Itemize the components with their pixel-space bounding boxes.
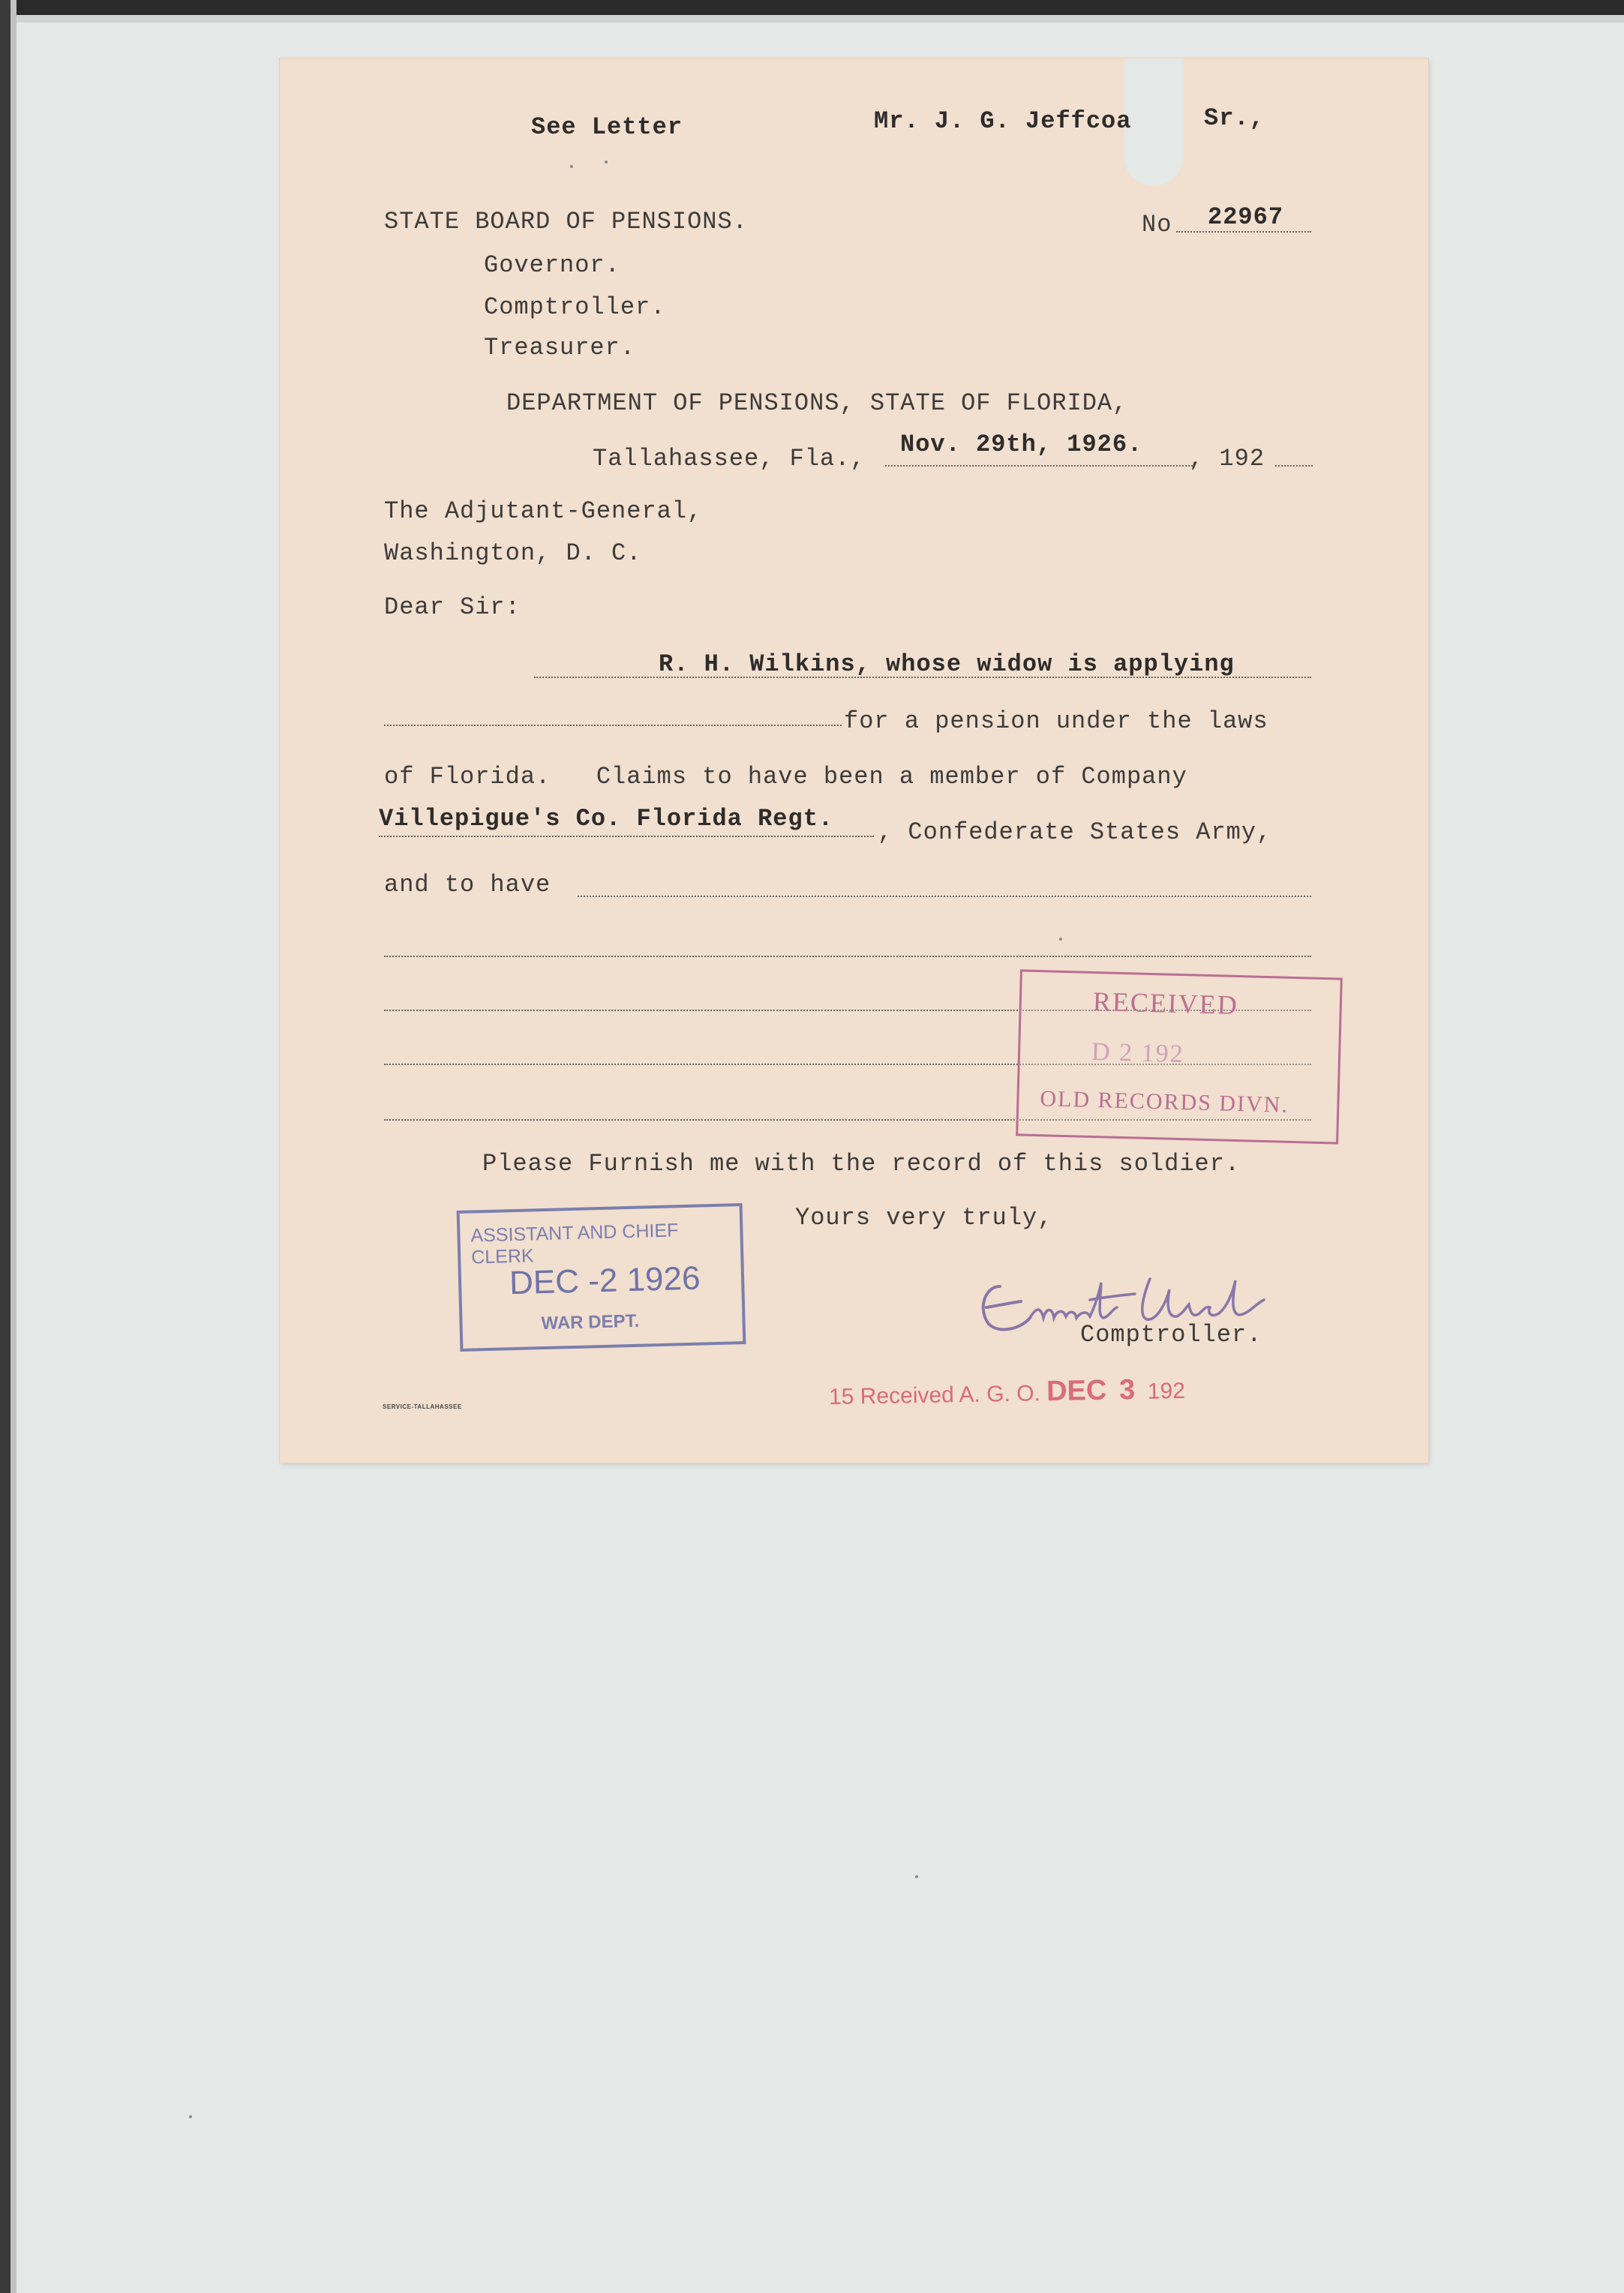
addressee-suffix: Sr.,: [1204, 104, 1265, 132]
number-value: 22967: [1208, 203, 1284, 231]
received-stamp-division: OLD RECORDS DIVN.: [1040, 1086, 1289, 1118]
signer-title: Comptroller.: [1080, 1321, 1262, 1349]
year-prefix: , 192: [1189, 445, 1265, 473]
recipient-line-1: The Adjutant-General,: [384, 497, 703, 525]
scan-frame-top: [0, 0, 1624, 15]
board-member-comptroller: Comptroller.: [484, 293, 666, 321]
ago-stamp-day: 3: [1118, 1374, 1136, 1406]
received-stamp-date: D 2 192: [1091, 1037, 1185, 1069]
see-letter-note: See Letter: [531, 113, 683, 141]
board-member-governor: Governor.: [484, 251, 620, 279]
number-label: No: [1142, 211, 1172, 239]
dust-speck: [605, 161, 608, 164]
date-value: Nov. 29th, 1926.: [900, 431, 1143, 458]
service-line-1: [578, 896, 1311, 897]
dust-speck: [915, 1875, 918, 1878]
clerk-stamp-title: ASSISTANT AND CHIEF CLERK: [470, 1220, 679, 1268]
pension-text: for a pension under the laws: [844, 707, 1268, 735]
army-text: , Confederate States Army,: [878, 818, 1272, 846]
company-name: Villepigue's Co. Florida Regt.: [379, 805, 834, 833]
claims-text: of Florida. Claims to have been a member of Company: [384, 763, 1187, 791]
service-line-2: [384, 956, 1311, 957]
applicant-line: [534, 677, 1311, 678]
paper-tear: [1124, 59, 1184, 186]
ago-stamp-month: DEC: [1046, 1374, 1107, 1408]
clerk-stamp-dept: WAR DEPT.: [541, 1310, 640, 1334]
dust-speck: [570, 165, 573, 168]
department-heading: DEPARTMENT OF PENSIONS, STATE OF FLORIDA,: [506, 389, 1128, 417]
board-title: STATE BOARD OF PENSIONS.: [384, 208, 748, 236]
place: Tallahassee, Fla.,: [593, 445, 866, 473]
applicant-name: R. H. Wilkins, whose widow is applying: [659, 650, 1235, 678]
addressee-name: Mr. J. G. Jeffcoa: [874, 107, 1132, 135]
date-line: [885, 465, 1193, 467]
ago-stamp: [829, 1373, 1186, 1412]
number-line: [1176, 231, 1311, 233]
board-member-treasurer: Treasurer.: [484, 334, 636, 362]
recipient-line-2: Washington, D. C.: [384, 539, 642, 567]
dust-speck: [1059, 938, 1062, 941]
scan-frame-left: [0, 0, 11, 2293]
ago-stamp-year: 192: [1147, 1378, 1186, 1404]
company-line: [379, 836, 874, 837]
scan-frame-top-edge: [0, 15, 1624, 23]
received-stamp: [1016, 969, 1343, 1144]
printer-mark: SERVICE-TALLAHASSEE: [383, 1403, 462, 1410]
and-to-have: and to have: [384, 871, 551, 899]
clerk-stamp-date: DEC -2 1926: [509, 1259, 701, 1302]
applicant-line-2: [384, 725, 842, 726]
dust-speck: [189, 2115, 192, 2118]
scan-frame-left-edge: [11, 0, 17, 2293]
salutation: Dear Sir:: [384, 593, 521, 621]
closing: Yours very truly,: [795, 1204, 1053, 1232]
request-text: Please Furnish me with the record of this soldier.: [482, 1150, 1241, 1178]
clerk-stamp: [457, 1203, 746, 1352]
received-stamp-title: RECEIVED: [1092, 986, 1239, 1021]
year-line: [1275, 465, 1313, 467]
letter-sheet: [280, 59, 1428, 1463]
ago-stamp-prefix: 15 Received A. G. O.: [828, 1381, 1041, 1410]
